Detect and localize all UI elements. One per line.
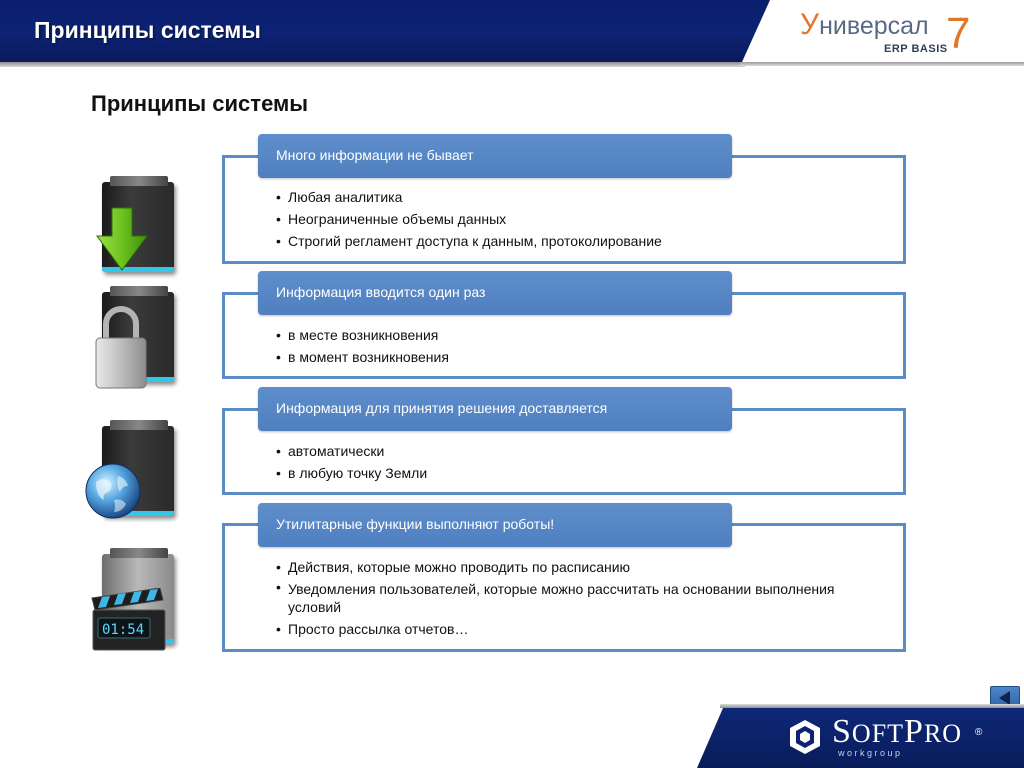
section-bullets-4	[276, 556, 836, 640]
globe-icon	[84, 462, 142, 520]
list-item: • Строгий регламент доступа к данным, протоколирование	[276, 230, 662, 252]
folder-download-arrow-icon	[92, 176, 192, 276]
list-item: • в момент возникновения	[276, 346, 449, 368]
folder-clapperboard-timer-icon	[90, 548, 194, 656]
header-rule	[740, 62, 1024, 66]
page-title: Принципы системы	[91, 91, 309, 116]
brand-name	[800, 8, 929, 42]
folder-padlock-icon	[92, 286, 192, 390]
section-heading-2: Информация вводится один раз	[258, 271, 732, 315]
list-item: • Действия, которые можно проводить по расписанию	[276, 556, 836, 578]
timer-readout: 01:54	[102, 622, 145, 638]
softpro-ro: RO	[923, 719, 963, 748]
padlock-icon	[92, 302, 150, 390]
brand-subtitle: ERP BASIS	[884, 43, 948, 55]
section-heading-1: Много информации не бывает	[258, 134, 732, 178]
download-arrow-icon	[92, 206, 152, 274]
section-heading-4: Утилитарные функции выполняют роботы!	[258, 503, 732, 547]
folder-globe-icon	[84, 420, 192, 524]
section-bullets-3	[276, 440, 427, 484]
softpro-subtitle: workgroup	[838, 748, 903, 758]
universal-7-logo	[800, 6, 1000, 60]
footer-shadow	[720, 704, 1024, 708]
list-item: • в любую точку Земли	[276, 462, 427, 484]
section-heading-3: Информация для принятия решения доставляется	[258, 387, 732, 431]
list-item: • Неограниченные объемы данных	[276, 208, 662, 230]
list-item: • Просто рассылка отчетов…	[276, 618, 836, 640]
header-title: Принципы системы	[34, 17, 261, 43]
registered-mark: ®	[975, 727, 983, 738]
list-item: • автоматически	[276, 440, 427, 462]
header-shadow	[0, 62, 745, 67]
section-bullets-1	[276, 186, 662, 252]
softpro-p: P	[904, 713, 924, 750]
softpro-wordmark	[832, 714, 962, 752]
brand-number: 7	[946, 9, 971, 58]
brand-rest: ниверсал	[819, 12, 929, 40]
softpro-s: S	[832, 713, 852, 750]
softpro-logo-icon	[785, 717, 825, 757]
list-item: • Уведомления пользователей, которые можно рассчитать на основании выполнения условий	[276, 578, 836, 618]
section-bullets-2	[276, 324, 449, 368]
list-item: • Любая аналитика	[276, 186, 662, 208]
list-item: • в месте возникновения	[276, 324, 449, 346]
brand-first-letter: У	[800, 8, 820, 41]
clapperboard-icon	[90, 588, 168, 652]
softpro-oft: OFT	[851, 719, 905, 748]
